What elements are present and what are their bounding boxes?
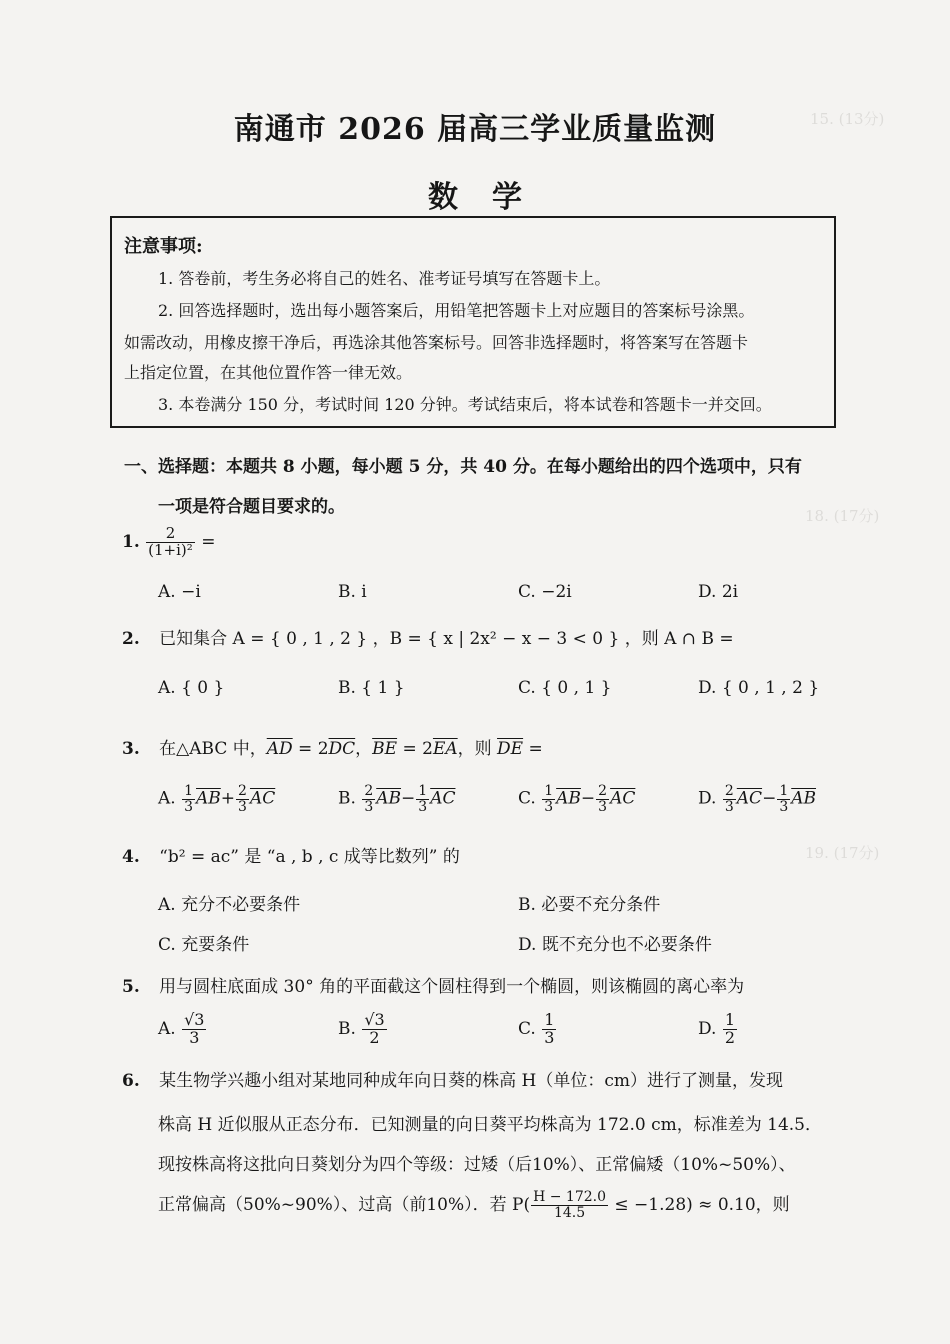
vector: $\overline{AB}$ bbox=[556, 788, 581, 809]
fraction bbox=[146, 526, 195, 559]
stem-part: = 2 bbox=[292, 739, 329, 759]
fraction bbox=[182, 784, 195, 814]
vector: $\overline{AC}$ bbox=[610, 788, 636, 809]
option-d bbox=[698, 784, 816, 814]
section-heading: 一、选择题：本题共 8 小题，每小题 5 分，共 40 分。在每小题给出的四个选项中，只有 bbox=[124, 457, 802, 477]
vector: $\overline{AB}$ bbox=[196, 788, 221, 809]
frac-den: 3 bbox=[544, 798, 554, 815]
option-d: D. 2i bbox=[698, 582, 739, 602]
option-d: D. { 0 , 1 , 2 } bbox=[698, 678, 820, 698]
frac-num: 2 bbox=[724, 783, 734, 799]
frac-den: 3 bbox=[189, 1027, 200, 1047]
option-a: A. 充分不必要条件 bbox=[158, 895, 301, 915]
question-stem: 用与圆柱底面成 30° 角的平面截这个圆柱得到一个椭圆，则该椭圆的离心率为 bbox=[159, 977, 745, 997]
vector: $\overline{AB}$ bbox=[791, 788, 817, 809]
option-b: B. { 1 } bbox=[338, 678, 405, 698]
fraction bbox=[362, 784, 375, 814]
operator: − bbox=[580, 788, 596, 809]
question-3 bbox=[122, 734, 543, 759]
frac-num: 1 bbox=[779, 783, 789, 799]
question-number: 2. bbox=[122, 629, 140, 649]
frac-num: 2 bbox=[238, 783, 247, 799]
fraction bbox=[236, 784, 249, 814]
option-c bbox=[518, 1012, 557, 1047]
frac-den: 3 bbox=[544, 1027, 555, 1047]
operator: − bbox=[762, 788, 777, 809]
question-5 bbox=[122, 972, 744, 997]
vector: $\overline{AB}$ bbox=[376, 788, 402, 809]
question-stem: “b² = ac” 是 “a , b , c 成等比数列” 的 bbox=[159, 847, 460, 867]
fraction bbox=[723, 784, 736, 814]
frac-den: 14.5 bbox=[553, 1205, 586, 1221]
question-stem: 已知集合 A = { 0 , 1 , 2 } ，B = { x | 2x² − x − 3 < 0 } ，则 A ∩ B = bbox=[159, 629, 734, 649]
page-title: 南通市 2026 届高三学业质量监测 bbox=[233, 112, 717, 147]
option-label: A. bbox=[158, 1018, 176, 1039]
option-label: C. bbox=[518, 788, 536, 809]
frac-num: 1 bbox=[544, 1010, 555, 1029]
question-1 bbox=[122, 526, 215, 559]
frac-num: 2 bbox=[598, 783, 608, 799]
vector: $\overline{EA}$ bbox=[432, 739, 458, 759]
operator: − bbox=[401, 788, 416, 809]
frac-den: 3 bbox=[364, 798, 374, 815]
operator: + bbox=[220, 788, 236, 809]
frac-den: 3 bbox=[184, 798, 194, 815]
frac-num: 1 bbox=[724, 1010, 736, 1029]
question-number: 3. bbox=[122, 739, 140, 759]
option-label: A. bbox=[158, 788, 176, 809]
question-4 bbox=[122, 842, 460, 867]
notice-line: 1. 答卷前，考生务必将自己的姓名、准考证号填写在答题卡上。 bbox=[158, 269, 611, 288]
frac-den: 3 bbox=[724, 798, 734, 815]
stem-part: = bbox=[523, 739, 543, 759]
fraction bbox=[531, 1190, 608, 1220]
vector: $\overline{DE}$ bbox=[497, 739, 524, 759]
fraction bbox=[723, 1012, 737, 1047]
option-label: B. bbox=[338, 788, 356, 809]
option-label: B. bbox=[338, 1018, 356, 1039]
stem-part: ，则 bbox=[457, 739, 498, 759]
frac-den: 3 bbox=[418, 798, 428, 815]
fraction bbox=[542, 1012, 556, 1047]
stem-part: ， bbox=[355, 739, 373, 759]
fraction bbox=[596, 784, 609, 814]
frac-den: 3 bbox=[779, 798, 789, 815]
question-stem: 某生物学兴趣小组对某地同种成年向日葵的株高 H（单位：cm）进行了测量，发现 bbox=[159, 1071, 784, 1091]
notice-line: 3. 本卷满分 150 分，考试时间 120 分钟。考试结束后，将本试卷和答题卡一并交回。 bbox=[158, 395, 772, 414]
option-a bbox=[158, 784, 275, 814]
question-2 bbox=[122, 624, 734, 649]
option-a: A. { 0 } bbox=[158, 678, 225, 698]
equals: = bbox=[195, 531, 216, 552]
vector: $\overline{AC}$ bbox=[736, 788, 763, 809]
option-d bbox=[698, 1012, 738, 1047]
option-b bbox=[338, 1012, 388, 1047]
ghost-text: 19. (17分) bbox=[805, 844, 880, 862]
frac-den: 2 bbox=[724, 1027, 736, 1047]
vector: $\overline{DC}$ bbox=[328, 739, 356, 759]
option-label: D. bbox=[698, 1018, 717, 1039]
question-6-line: 现按株高将这批向日葵划分为四个等级：过矮（后10%）、正常偏矮（10%~50%）、 bbox=[158, 1155, 796, 1175]
option-b: B. 必要不充分条件 bbox=[518, 895, 661, 915]
section-heading-cont: 一项是符合题目要求的。 bbox=[158, 497, 345, 517]
option-label: D. bbox=[698, 788, 717, 809]
notice-line: 上指定位置，在其他位置作答一律无效。 bbox=[124, 363, 413, 382]
vector: $\overline{AC}$ bbox=[430, 788, 456, 809]
frac-den: (1+i)² bbox=[148, 540, 193, 559]
stem-part: 正常偏高（50%~90%）、过高（前10%）．若 P( bbox=[158, 1195, 531, 1215]
vector: $\overline{BE}$ bbox=[372, 739, 398, 759]
notice-line: 如需改动，用橡皮擦干净后，再选涂其他答案标号。回答非选择题时，将答案写在答题卡 bbox=[124, 333, 749, 352]
frac-num: 2 bbox=[364, 783, 374, 799]
option-b: B. i bbox=[338, 582, 367, 602]
frac-num: 2 bbox=[146, 526, 195, 543]
frac-num: 1 bbox=[184, 783, 194, 799]
vector: $\overline{AC}$ bbox=[249, 788, 276, 809]
frac-den: 3 bbox=[598, 798, 608, 815]
option-c: C. 充要条件 bbox=[158, 935, 250, 955]
frac-num: 1 bbox=[418, 783, 428, 799]
frac-den: 3 bbox=[238, 798, 247, 815]
option-c bbox=[518, 784, 635, 814]
frac-num: √3 bbox=[364, 1010, 385, 1029]
question-number: 6. bbox=[122, 1071, 140, 1091]
ghost-text: 15. (13分) bbox=[810, 110, 885, 128]
stem-part: ≤ −1.28) ≈ 0.10，则 bbox=[609, 1195, 790, 1215]
fraction bbox=[777, 784, 790, 814]
frac-num: √3 bbox=[184, 1010, 205, 1029]
question-number: 4. bbox=[122, 847, 140, 867]
option-c: C. −2i bbox=[518, 582, 572, 602]
subject-title: 数学 bbox=[428, 180, 556, 215]
option-label: C. bbox=[518, 1018, 536, 1039]
option-d: D. 既不充分也不必要条件 bbox=[518, 935, 712, 955]
option-b bbox=[338, 784, 455, 814]
option-a bbox=[158, 1012, 207, 1047]
frac-den: 2 bbox=[369, 1027, 380, 1047]
ghost-text: 18. (17分) bbox=[805, 507, 880, 525]
frac-num: H − 172.0 bbox=[533, 1189, 606, 1206]
option-c: C. { 0 , 1 } bbox=[518, 678, 612, 698]
fraction bbox=[362, 1012, 386, 1047]
question-number: 1. bbox=[122, 531, 140, 552]
question-6-line bbox=[158, 1190, 790, 1221]
question-number: 5. bbox=[122, 977, 140, 997]
frac-num: 1 bbox=[544, 783, 554, 799]
fraction bbox=[542, 784, 555, 814]
fraction bbox=[182, 1012, 206, 1047]
option-a: A. −i bbox=[158, 582, 201, 602]
notice-line: 2. 回答选择题时，选出每小题答案后，用铅笔把答题卡上对应题目的答案标号涂黑。 bbox=[158, 301, 755, 320]
notice-title: 注意事项: bbox=[124, 236, 203, 257]
question-6 bbox=[122, 1066, 783, 1091]
question-stem: 在△ABC 中， bbox=[159, 739, 267, 759]
question-6-line: 株高 H 近似服从正态分布．已知测量的向日葵平均株高为 172.0 cm，标准差为 14.5． bbox=[158, 1115, 823, 1135]
stem-part: = 2 bbox=[397, 739, 433, 759]
vector: $\overline{AD}$ bbox=[266, 739, 293, 759]
fraction bbox=[416, 784, 429, 814]
